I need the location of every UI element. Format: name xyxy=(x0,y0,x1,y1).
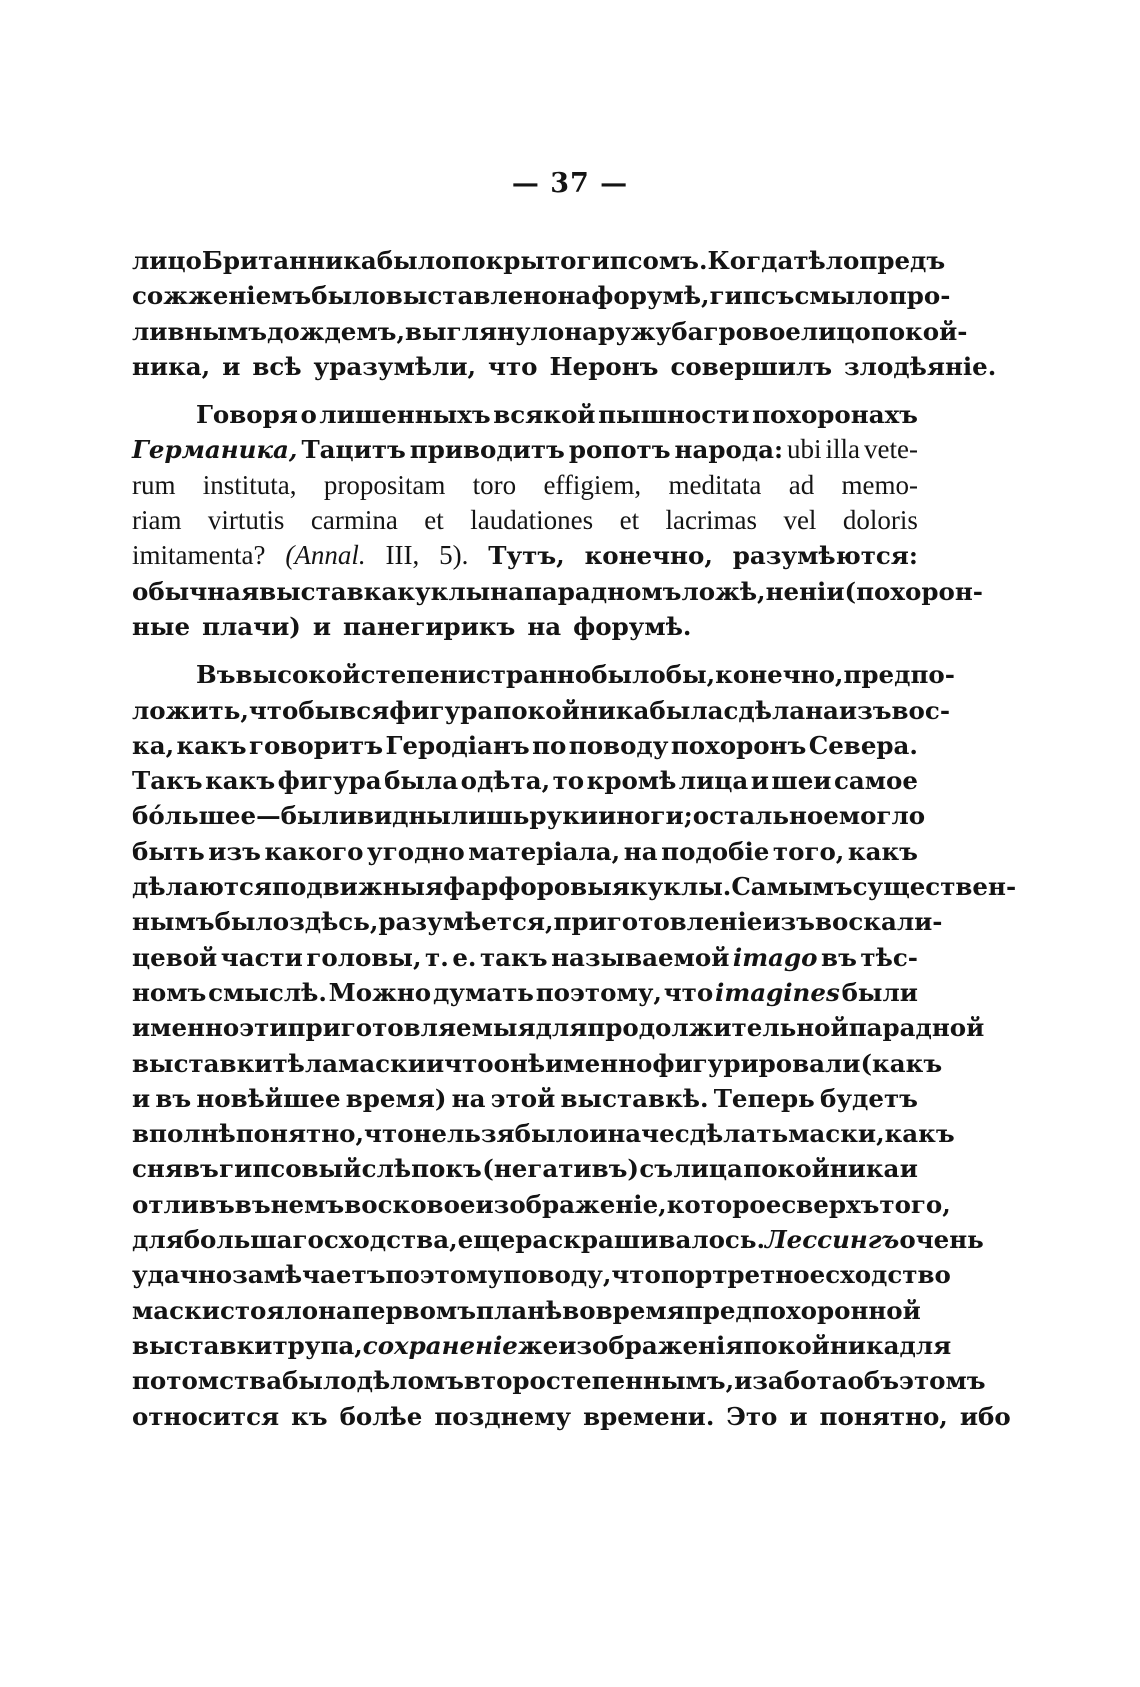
text-line: дѣлаются подвижныя фарфоровыя куклы. Самымъ существен- xyxy=(132,872,1017,902)
paragraph xyxy=(132,243,997,384)
paragraph xyxy=(132,657,1017,1434)
text-line: и въ новѣйшее время) на этой выставкѣ. Теперь будетъ xyxy=(132,1083,918,1113)
text-line: ные плачи) и панегирикъ на форумѣ. xyxy=(132,611,692,641)
text-line: выставки трупа, сохраненіе же изображенія покойника для xyxy=(132,1330,952,1360)
text-line: rum instituta, propositam toro effigiem, meditata ad memo- xyxy=(132,469,918,500)
paragraph xyxy=(132,397,983,644)
body-text xyxy=(132,243,1017,1434)
text-line: цевой части головы, т. е. такъ называемой imago въ тѣс- xyxy=(132,942,918,972)
text-line: удачно замѣчаетъ по этому поводу, что портретное сходство xyxy=(132,1260,951,1290)
text-line: снявъ гипсовый слѣпокъ (негативъ) съ лица покойника и xyxy=(132,1154,918,1184)
text-line: отливъ въ немъ восковое изображеніе, которое сверхъ того, xyxy=(132,1189,951,1219)
text-line: сожженіемъ было выставлено на форумѣ, гипсъ смыло про- xyxy=(132,281,951,311)
text-line: Говоря о лишенныхъ всякой пышности похоронахъ xyxy=(196,400,918,430)
text-line: ложить, чтобы вся фигура покойника была сдѣлана изъ вос- xyxy=(132,695,950,725)
text-line: ника, и всѣ уразумѣли, что Неронъ совершилъ злодѣяніе. xyxy=(132,351,997,381)
text-line: вполнѣ понятно, что нельзя было иначе сдѣлать маски, какъ xyxy=(132,1119,955,1149)
text-line: imitamenta? (Annal. III, 5). Тутъ, конечно, разумѣются: xyxy=(132,540,918,571)
text-line: обычная выставка куклы на парадномъ ложѣ, неніи (похорон- xyxy=(132,576,983,606)
text-line: riam virtutis carmina et laudationes et lacrimas vel doloris xyxy=(132,505,918,536)
text-line: потомства было дѣломъ второстепеннымъ, и забота объ этомъ xyxy=(132,1366,986,1396)
text-line: бóльшее—были видны лишь руки и ноги; остальное могло xyxy=(132,801,926,831)
page-number: — 37 — xyxy=(511,168,629,199)
text-line: лицо Британника было покрыто гипсомъ. Когда тѣло предъ xyxy=(132,246,946,275)
text-line: ка, какъ говоритъ Геродіанъ по поводу похоронъ Севера. xyxy=(132,730,918,760)
text-line: Въ высокой степени странно было бы, конечно, предпо- xyxy=(196,660,955,690)
text-line: маски стояло на первомъ планѣ во время предпохоронной xyxy=(132,1295,921,1325)
text-line: нымъ было здѣсь, разумѣется, приготовленіе изъ воска ли- xyxy=(132,907,943,937)
text-line: для большаго сходства, еще раскрашивалось. Лессингъ очень xyxy=(132,1225,984,1255)
text-line: Такъ какъ фигура была одѣта, то кромѣ лица и шеи самое xyxy=(132,766,918,796)
text-line: относится къ болѣе позднему времени. Это и понятно, ибо xyxy=(132,1401,1011,1431)
text-line: выставки тѣла маски и что онѣ именно фигурировали (какъ xyxy=(132,1048,943,1078)
text-line: Германика, Тацитъ приводитъ ропотъ народа: ubi illa vete- xyxy=(132,434,918,465)
text-line: ливнымъ дождемъ, выглянуло наружу багровое лицо покой- xyxy=(132,316,968,346)
text-line: номъ смыслѣ. Можно думать поэтому, что imagines были xyxy=(132,977,918,1007)
text-line: быть изъ какого угодно матеріала, на подобіе того, какъ xyxy=(132,836,918,866)
text-line: именно эти приготовляемыя для продолжительной парадной xyxy=(132,1013,985,1043)
